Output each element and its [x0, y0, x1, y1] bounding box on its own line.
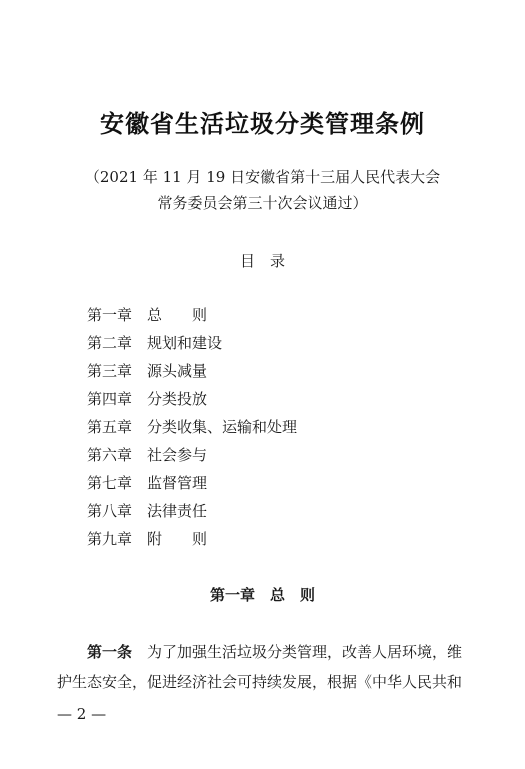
toc-item	[87, 332, 297, 360]
document-title: 安徽省生活垃圾分类管理条例	[100, 110, 425, 138]
toc-item-number: 第七章	[87, 474, 133, 492]
article-1	[57, 637, 469, 697]
toc-item-number: 第六章	[87, 446, 133, 464]
toc-item-title: 总 则	[147, 306, 208, 324]
adoption-note	[0, 164, 525, 216]
adoption-note-line-1: （2021 年 11 月 19 日安徽省第十三届人民代表大会	[84, 168, 441, 186]
toc-item-number: 第八章	[87, 502, 133, 520]
toc-item-title: 监督管理	[147, 474, 208, 492]
toc-item-number: 第九章	[87, 530, 133, 548]
toc-item-number: 第五章	[87, 418, 133, 436]
toc-item-number: 第四章	[87, 390, 133, 408]
toc-item	[87, 444, 297, 472]
toc-item-number: 第一章	[87, 306, 133, 324]
toc-item-title: 附 则	[147, 530, 208, 548]
article-text: 为了加强生活垃圾分类管理，改善人居环境，维	[132, 643, 463, 661]
toc-item	[87, 304, 297, 332]
toc-item-title: 法律责任	[147, 502, 208, 520]
page-number: — 2 —	[57, 705, 107, 723]
toc-item-title: 社会参与	[147, 446, 208, 464]
toc-item-title: 源头减量	[147, 362, 208, 380]
article-1-line-1	[57, 637, 469, 667]
toc-item	[87, 500, 297, 528]
toc-item	[87, 360, 297, 388]
article-1-line-2: 护生态安全，促进经济社会可持续发展，根据《中华人民共和	[57, 673, 463, 691]
adoption-note-line-2: 常务委员会第三十次会议通过）	[157, 194, 368, 212]
toc-item	[87, 528, 297, 556]
toc-item	[87, 472, 297, 500]
toc-item-number: 第二章	[87, 334, 133, 352]
toc-item	[87, 416, 297, 444]
toc-item-number: 第三章	[87, 362, 133, 380]
table-of-contents	[87, 304, 297, 556]
toc-item-title: 分类投放	[147, 390, 208, 408]
chapter-heading: 第一章 总 则	[209, 586, 315, 604]
toc-item-title: 分类收集、运输和处理	[147, 418, 298, 436]
toc-item	[87, 388, 297, 416]
toc-item-title: 规划和建设	[147, 334, 223, 352]
article-label: 第一条	[87, 643, 133, 661]
toc-heading: 目 录	[239, 252, 285, 270]
